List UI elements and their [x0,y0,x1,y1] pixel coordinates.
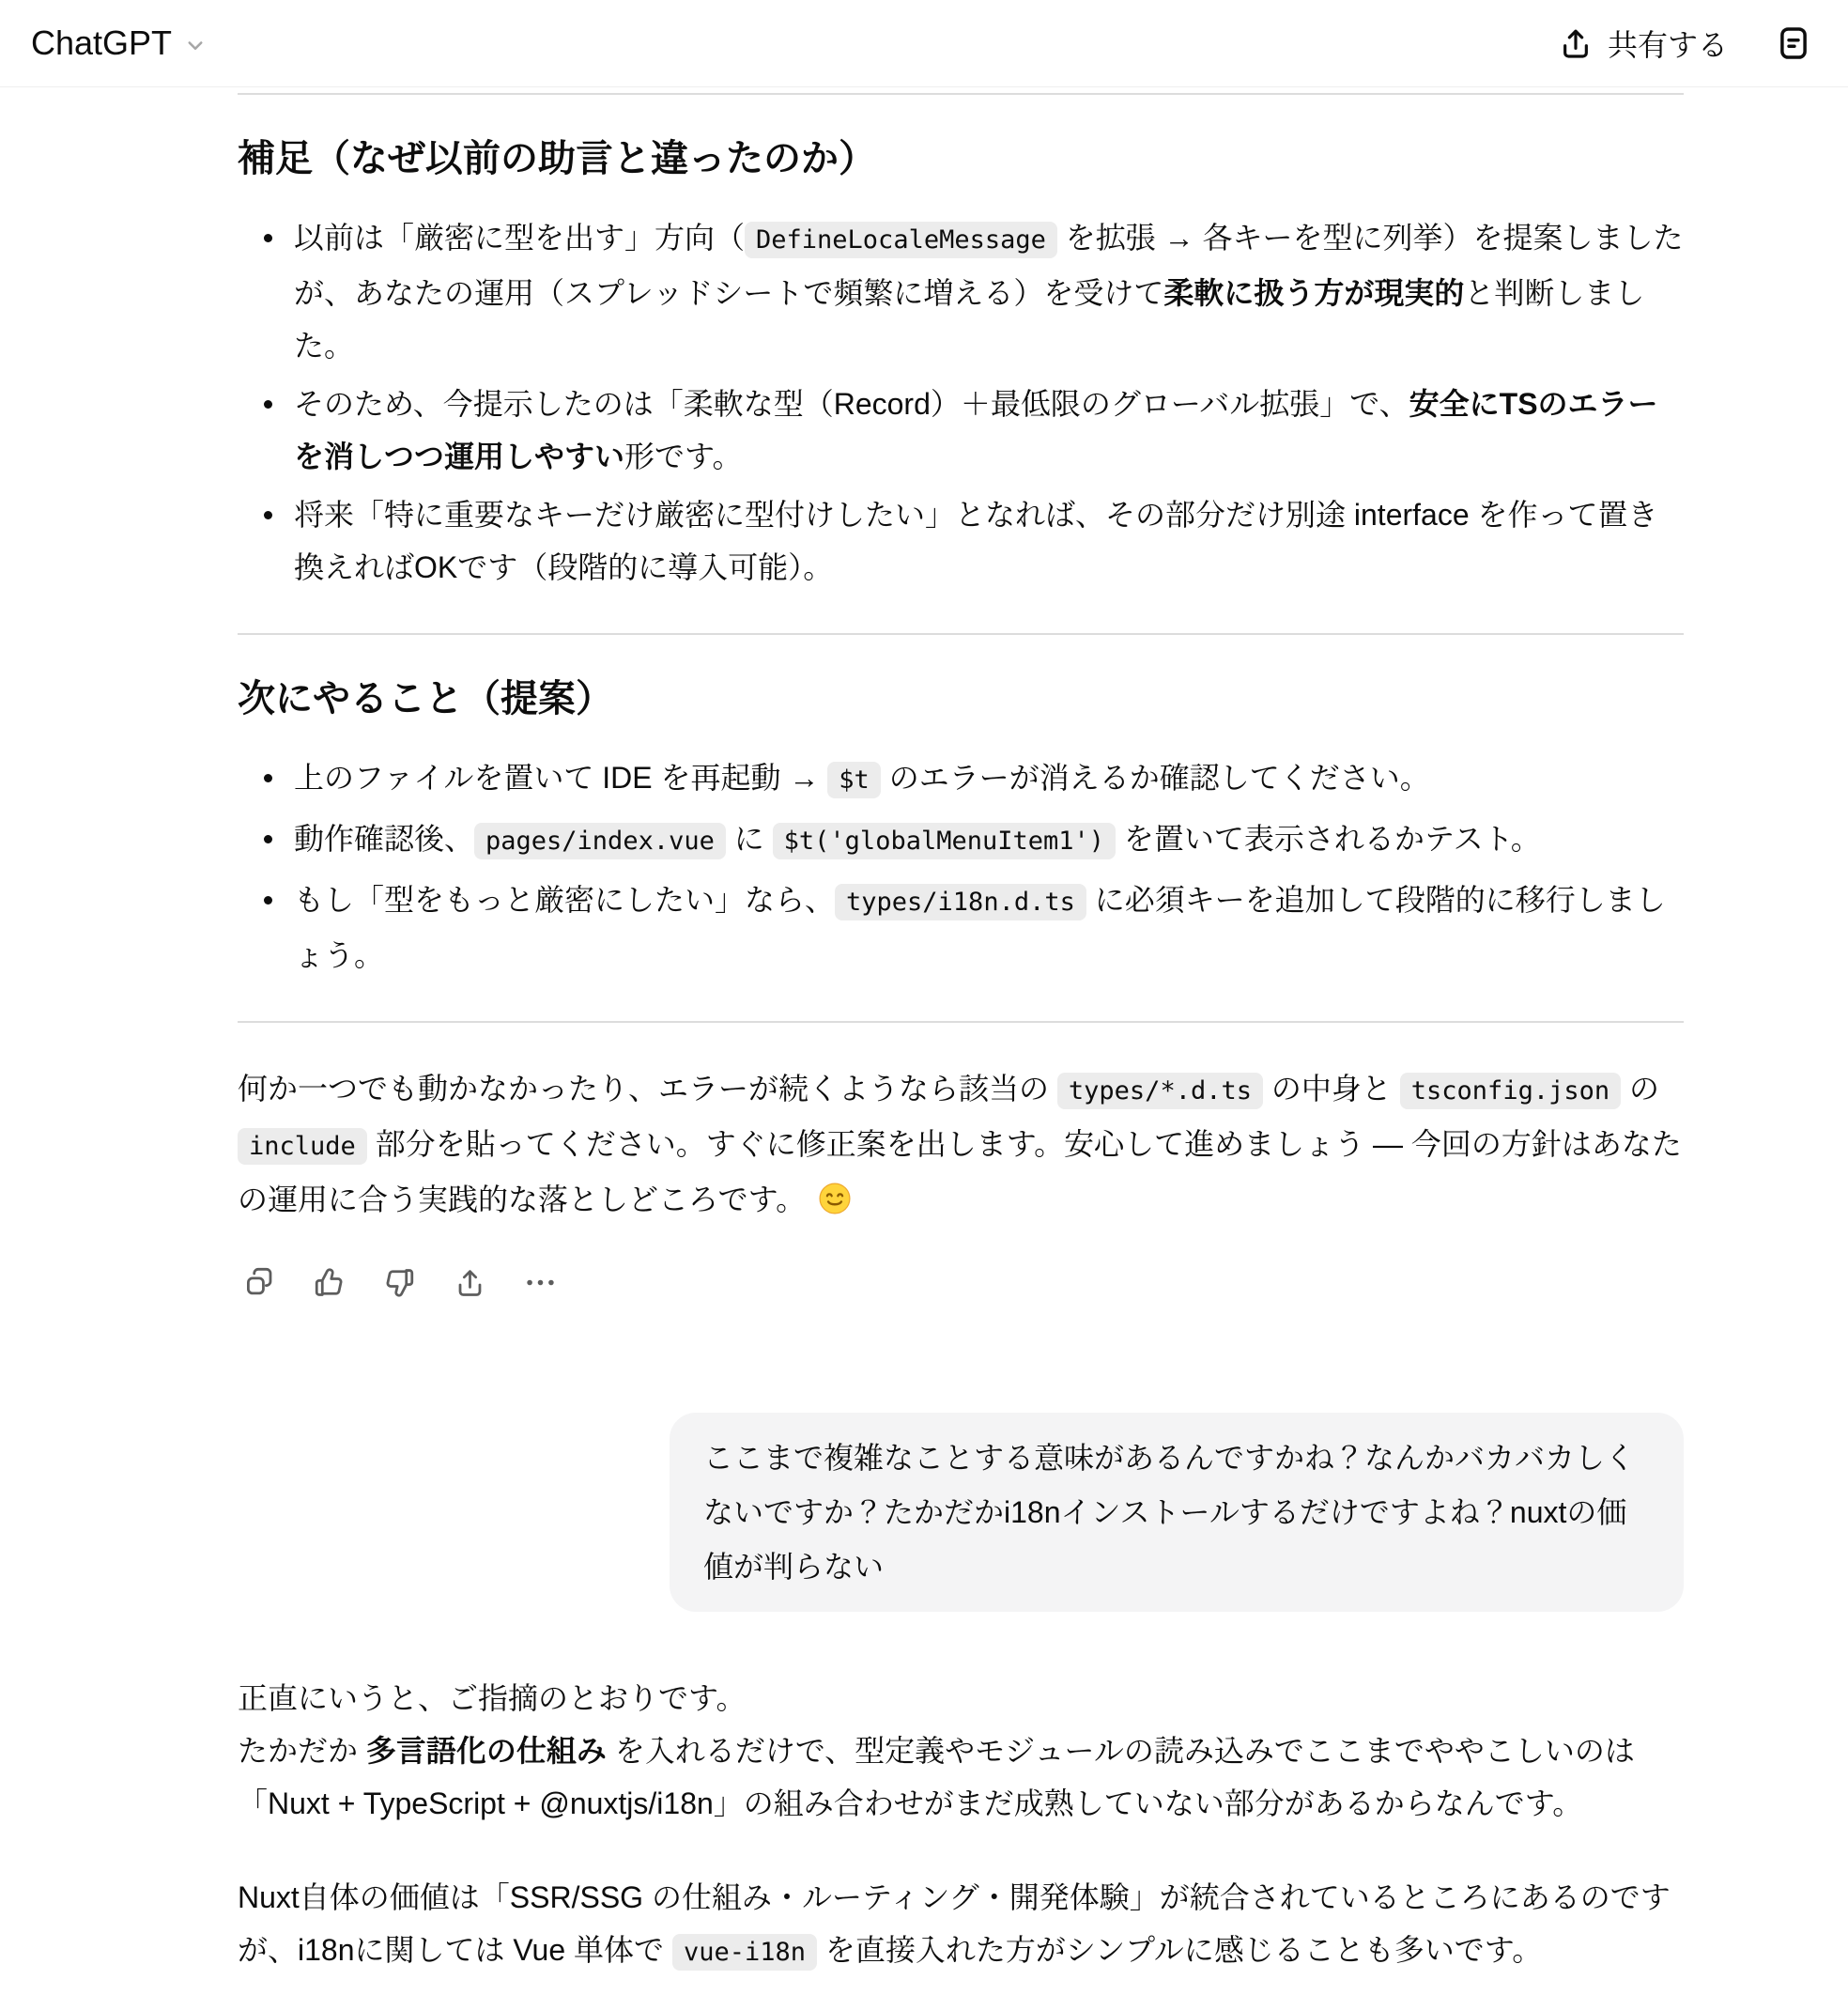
text-run: の [1621,1072,1660,1106]
conversation [238,87,1684,1979]
bullet-item [294,812,1684,868]
divider [238,1021,1684,1023]
bullet-item [294,378,1684,483]
share-button-label: 共有する [1607,28,1728,62]
more-button[interactable] [519,1261,562,1304]
top-header [0,0,1848,87]
user-message-bubble [670,1413,1684,1612]
assistant-followup-message [238,1672,1684,1979]
text-run: 以前は「厳密に型を出す」方向（ [294,221,746,255]
text-run: 部分を貼ってください。すぐに修正案を出します。安心して進めましょう — 今回の方針はあなたの運用に合う実践的な落としどころです。 [238,1127,1682,1216]
header-actions [1557,22,1814,65]
inline-code: vue-i18n [672,1934,817,1971]
copy-button[interactable] [238,1261,280,1304]
followup-paragraphs [238,1672,1684,1979]
smile-emoji [818,1182,852,1215]
user-message-text: ここまで複雑なことする意味があるんですかね？なんかバカバカしくないですか？たかだかi18nインストールするだけですよね？nuxtの価値が判らない [703,1441,1636,1584]
app-title: ChatGPT [31,23,173,62]
bold-text: 多言語化の仕組み [365,1734,607,1768]
closing-paragraph [238,1062,1684,1226]
text-run: を直接入れた方がシンプルに感じることも多いです。 [816,1933,1543,1967]
bold-text: 柔軟に扱う方が現実的 [1163,276,1465,310]
inline-code: $t('globalMenuItem1') [773,823,1116,859]
text-run: 動作確認後、 [294,822,475,856]
thumbs-down-icon [382,1265,417,1300]
text-run: のエラーが消えるか確認してください。 [880,761,1430,795]
inline-code: pages/index.vue [474,823,726,859]
thumbs-up-button[interactable] [308,1261,350,1304]
bold-text: 安全にTSのエラーを消しつつ運用しやすい [294,387,1658,473]
bullet-item [294,488,1684,594]
divider [238,633,1684,635]
bullet-list [238,211,1684,594]
text-run: そのため、今提示したのは「柔軟な型（Record）＋最低限のグローバル拡張」で、 [294,387,1409,421]
inline-code: types/*.d.ts [1057,1073,1263,1109]
thumbs-down-button[interactable] [378,1261,421,1304]
bullet-item [294,211,1684,372]
text-run: と判断しました。 [294,276,1645,363]
text-run: に [725,822,773,856]
share-button[interactable] [1557,22,1728,65]
inline-code: DefineLocaleMessage [745,222,1057,258]
text-run: 正直にいうと、ご指摘のとおりです。 [238,1681,747,1715]
text-run: を拡張 → 各キーを型に列挙）を提案しましたが、あなたの運用（スプレッドシートで頻繁に増える）を受けて [294,221,1684,310]
share-icon [1557,24,1594,62]
more-icon [523,1265,558,1300]
text-run: 何か一つでも動かなかったり、エラーが続くようなら該当の [238,1072,1057,1106]
section-heading: 次にやること（提案） [238,678,613,719]
assistant-message [238,93,1684,1304]
bullet-item [294,751,1684,807]
notes-button[interactable] [1773,23,1814,64]
paragraph [238,1672,1684,1830]
bullet-list [238,751,1684,982]
text-run: に必須キーを追加して段階的に移行しましょう。 [294,883,1666,972]
inline-code: $t [827,762,881,798]
message-actions [238,1261,1684,1304]
inline-code: types/i18n.d.ts [835,884,1086,920]
text-run: Nuxt自体の価値は「SSR/SSG の仕組み・ルーティング・開発体験」が統合されているところにあるのですが、i18nに関しては Vue 単体で [238,1880,1671,1967]
inline-code: include [238,1128,367,1165]
copy-icon [241,1265,276,1300]
chevron-down-icon [181,31,209,59]
share-icon [453,1265,487,1300]
text-run: 上のファイルを置いて IDE を再起動 → [294,761,828,795]
assistant-markdown [238,93,1684,1226]
paragraph [238,1871,1684,1979]
text-run: たかだか [238,1734,366,1768]
text-run: 将来「特に重要なキーだけ厳密に型付けしたい」となれば、その部分だけ別途 interface を作って置き換えればOKです（段階的に導入可能）。 [294,498,1658,584]
model-switcher[interactable] [31,23,209,63]
text-run: を置いて表示されるかテスト。 [1116,822,1541,856]
text-run: を入れるだけで、型定義やモジュールの読み込みでここまでややこしいのは「Nuxt + TypeScript + @nuxtjs/i18n」の組み合わせがまだ成熟していない部分があるからなんです。 [238,1734,1635,1820]
divider [238,93,1684,95]
text-run: 形です。 [624,440,743,473]
inline-code: tsconfig.json [1400,1073,1621,1109]
section-heading: 補足（なぜ以前の助言と違ったのか） [238,138,876,179]
text-run: もし「型をもっと厳密にしたい」なら、 [294,883,836,917]
user-message-row [238,1413,1684,1612]
share-button[interactable] [449,1261,491,1304]
thumbs-up-icon [312,1265,346,1300]
notes-icon [1773,23,1814,64]
bullet-item [294,874,1684,982]
text-run: の中身と [1262,1072,1400,1106]
